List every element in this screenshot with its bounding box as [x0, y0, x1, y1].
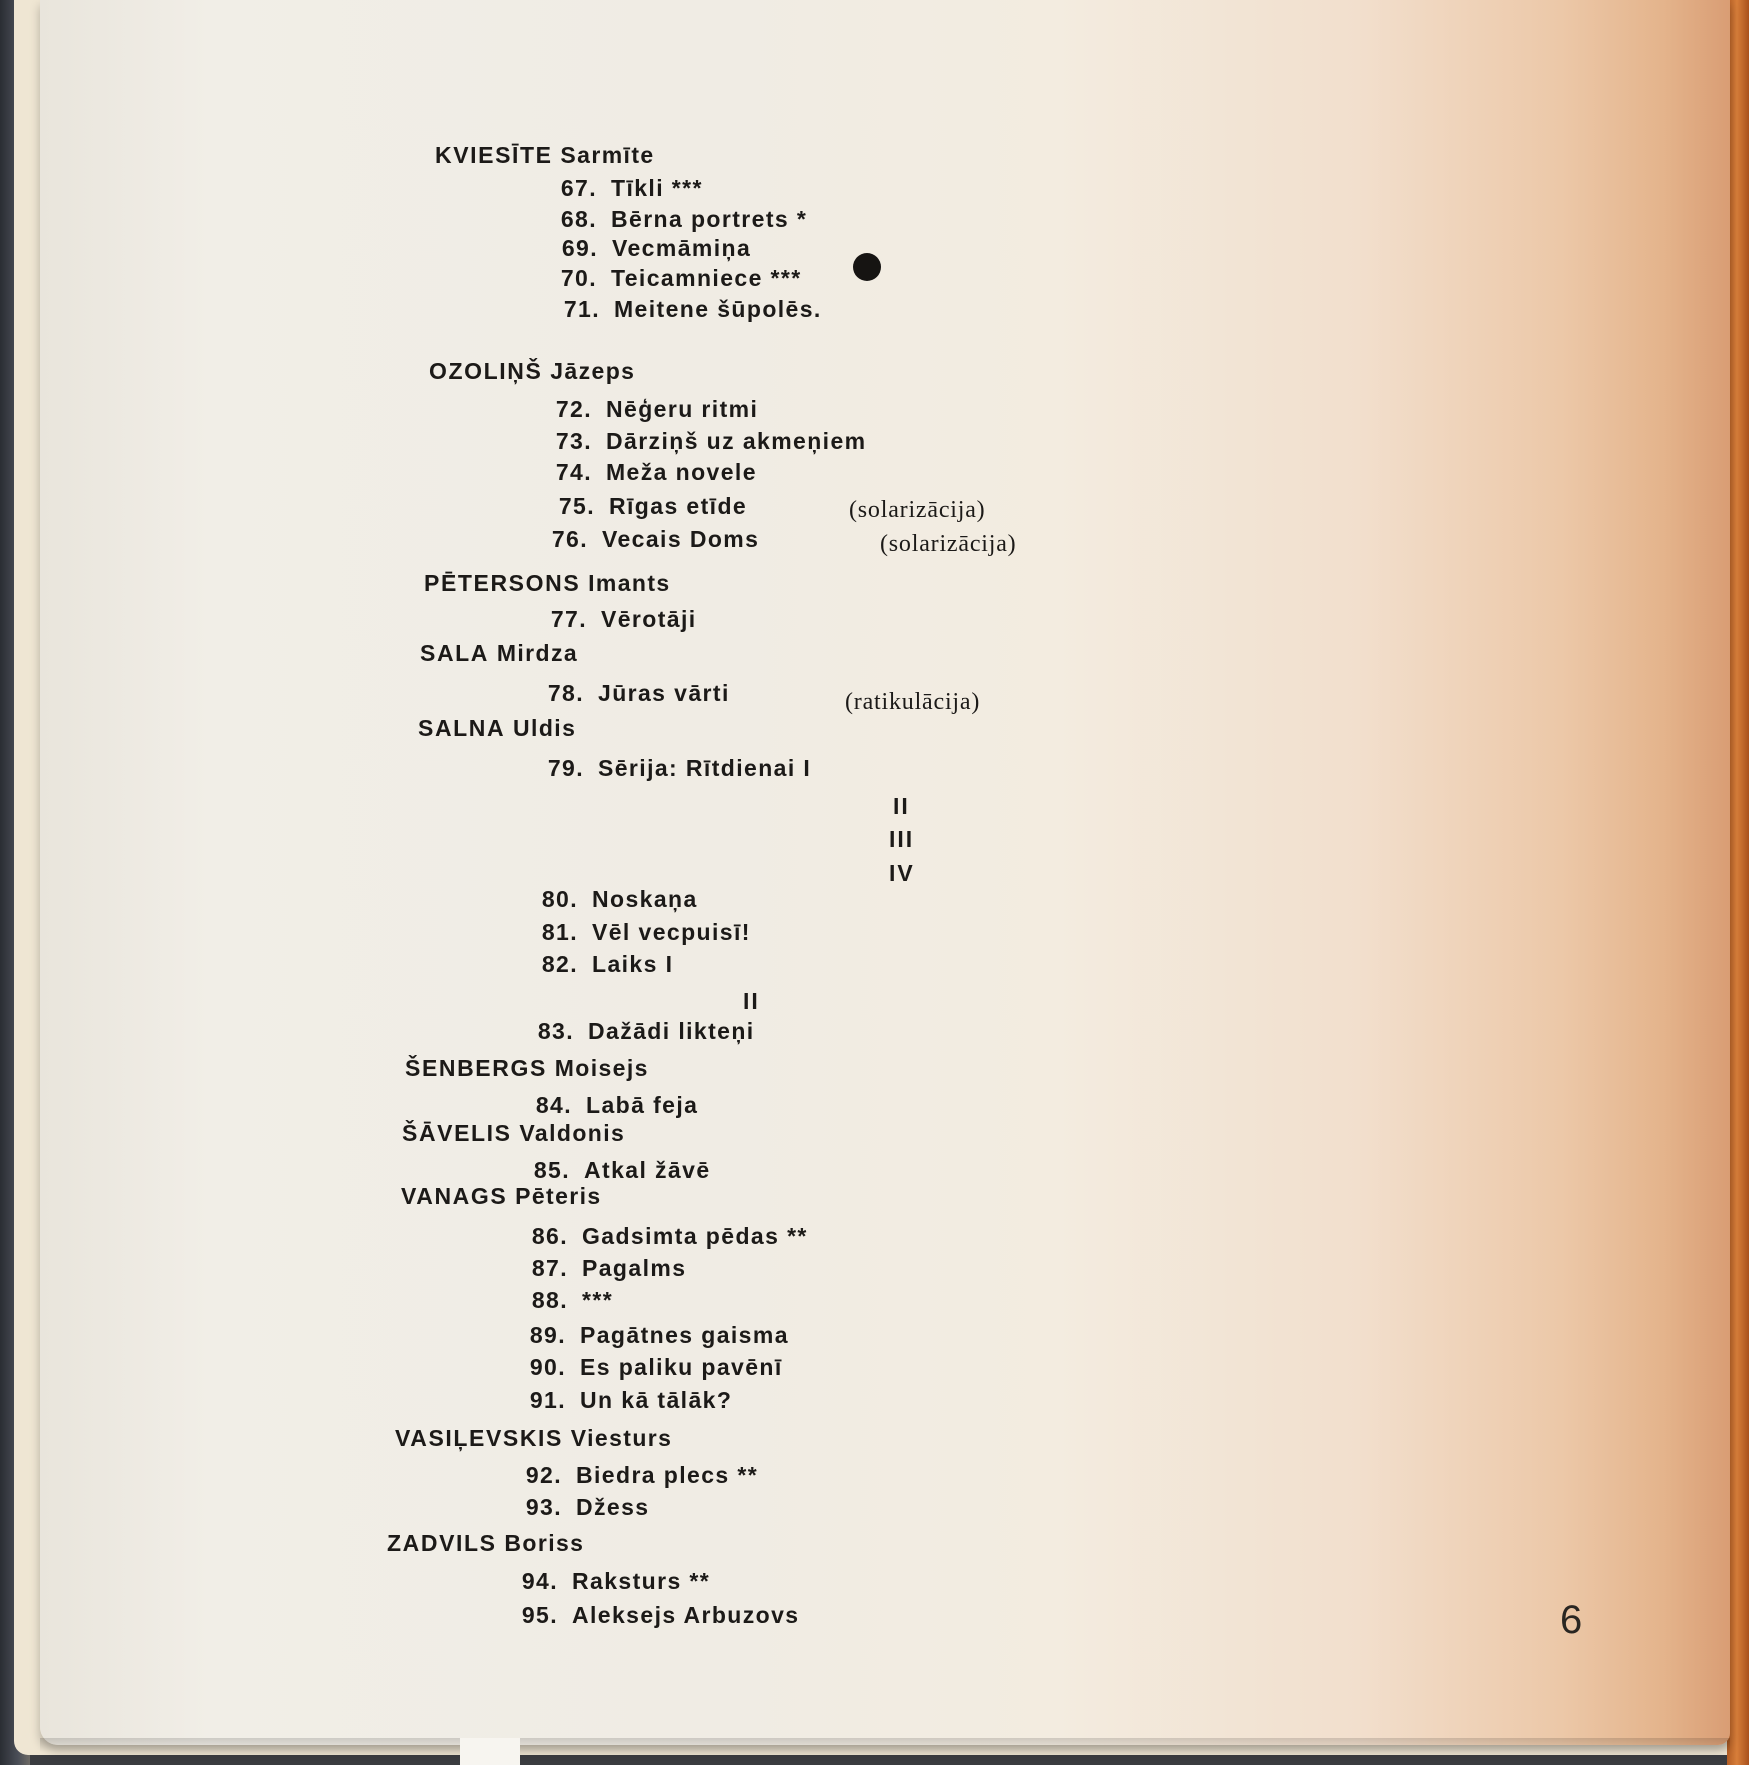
catalog-entry: 70. Teicamniece ***	[560, 265, 802, 291]
author-heading: PĒTERSONS Imants	[424, 570, 671, 596]
catalog-entry: 79. Sērija: Rītdienai I	[547, 755, 812, 781]
catalog-entry: 82. Laiks I	[541, 951, 674, 977]
technique-note: (solarizācija)	[880, 531, 1017, 557]
technique-note: (solarizācija)	[849, 497, 986, 523]
catalog-entry: 86. Gadsimta pēdas **	[531, 1223, 808, 1249]
catalog-entry: 81. Vēl vecpuisī!	[541, 919, 751, 945]
catalog-entry: 88. ***	[531, 1287, 614, 1313]
catalog-entry: 73. Dārziņš uz akmeņiem	[555, 428, 867, 454]
author-heading: KVIESĪTE Sarmīte	[435, 142, 655, 168]
series-part: III	[889, 826, 915, 852]
catalog-entry: 75. Rīgas etīde	[558, 493, 748, 519]
author-heading: SALA Mirdza	[420, 640, 579, 666]
catalog-entry: 76. Vecais Doms	[551, 526, 760, 552]
author-heading: ŠĀVELIS Valdonis	[402, 1120, 626, 1146]
catalog-entry: 85. Atkal žāvē	[533, 1157, 711, 1183]
catalog-entry: 77. Vērotāji	[550, 606, 697, 632]
catalog-entry: 72. Nēģeru ritmi	[555, 396, 759, 422]
author-heading: SALNA Uldis	[418, 715, 577, 741]
page-shadow	[40, 1738, 1730, 1752]
series-part: IV	[889, 860, 915, 886]
catalog-entry: 69. Vecmāmiņa	[561, 235, 752, 261]
catalog-entry: 68. Bērna portrets *	[560, 206, 808, 232]
paper-slip	[460, 1738, 520, 1765]
author-heading: ZADVILS Boriss	[387, 1530, 585, 1556]
catalog-entry: 78. Jūras vārti	[547, 680, 730, 706]
catalog-entry: 89. Pagātnes gaisma	[529, 1322, 789, 1348]
red-dot-sold-marker	[853, 253, 881, 281]
author-heading: VASIĻEVSKIS Viesturs	[395, 1425, 673, 1451]
catalog-entry: 83. Dažādi likteņi	[537, 1018, 755, 1044]
catalog-entry: 84. Labā feja	[535, 1092, 699, 1118]
author-heading: OZOLIŅŠ Jāzeps	[429, 358, 636, 384]
page-number: 6	[1560, 1598, 1583, 1642]
author-heading: ŠENBERGS Moisejs	[405, 1055, 649, 1081]
catalog-entry: 67. Tīkli ***	[560, 175, 703, 201]
catalog-entry: 90. Es paliku pavēnī	[529, 1354, 783, 1380]
author-heading: VANAGS Pēteris	[401, 1183, 602, 1209]
catalog-entry: 93. Džess	[525, 1494, 650, 1520]
book-spine	[1727, 0, 1749, 1765]
catalog-entry: 92. Biedra plecs **	[525, 1462, 759, 1488]
catalog-entry: 94. Raksturs **	[521, 1568, 711, 1594]
catalog-entry: 74. Meža novele	[555, 459, 757, 485]
catalog-entry: 71. Meitene šūpolēs.	[563, 296, 822, 322]
series-part: II	[743, 988, 760, 1014]
series-part: II	[893, 793, 910, 819]
catalog-entry: 91. Un kā tālāk?	[529, 1387, 733, 1413]
book-page	[40, 0, 1730, 1745]
technique-note: (ratikulācija)	[845, 689, 981, 715]
catalog-entry: 80. Noskaņa	[541, 886, 698, 912]
catalog-entry: 95. Aleksejs Arbuzovs	[521, 1602, 800, 1628]
catalog-entry: 87. Pagalms	[531, 1255, 687, 1281]
